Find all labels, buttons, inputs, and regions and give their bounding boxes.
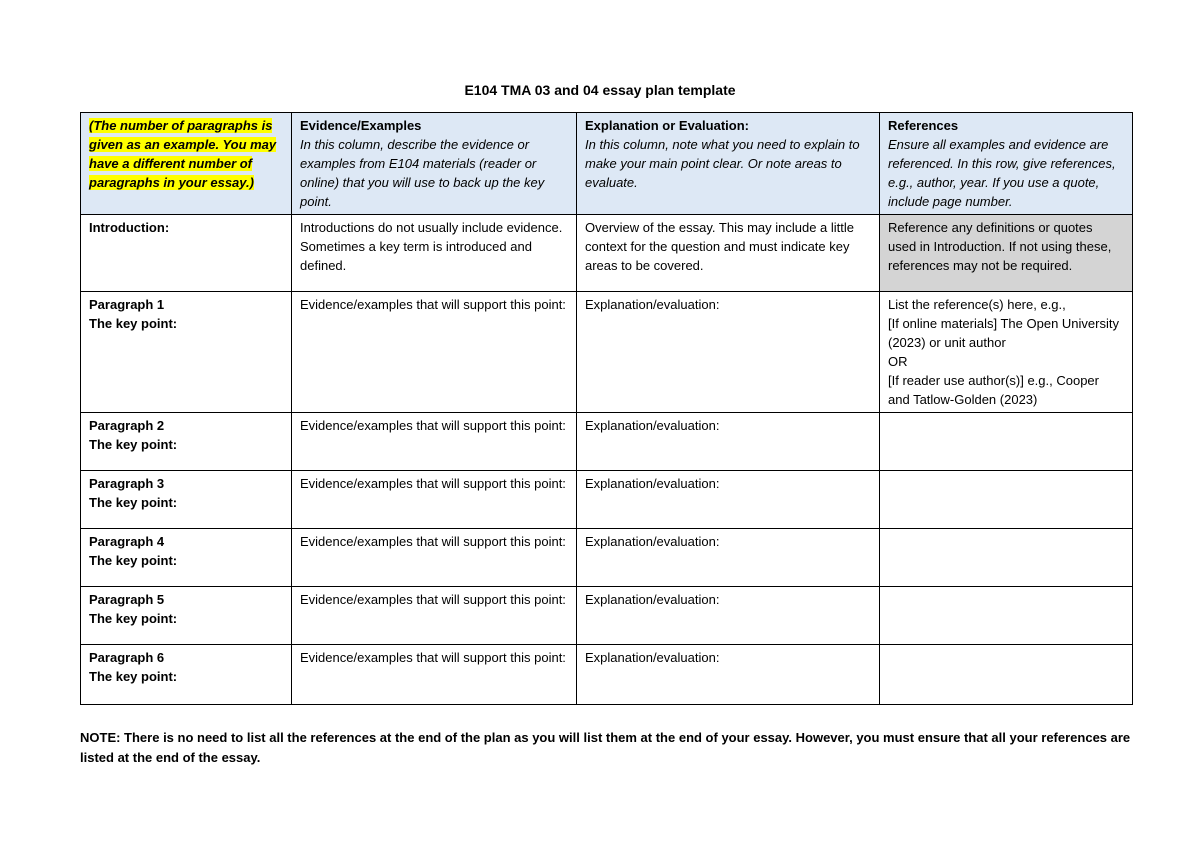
paragraph-references-cell [880,529,1133,587]
header-note-cell [81,113,292,215]
evidence-column-desc: In this column, describe the evidence or examples from E104 materials (reader or online) that you will use to back up the key point. [300,137,545,209]
paragraph-evidence-cell [292,529,577,587]
reference-line: List the reference(s) here, e.g., [888,297,1066,312]
paragraph-row [81,292,1133,413]
paragraph-evidence-text: Evidence/examples that will support this point: [300,534,566,549]
paragraph-explanation-cell [577,471,880,529]
paragraph-label-cell [81,292,292,413]
paragraph-explanation-text: Explanation/evaluation: [585,297,720,312]
paragraph-label-cell [81,529,292,587]
paragraph-label: Paragraph 5 [89,592,165,607]
paragraph-label: Paragraph 6 [89,650,165,665]
paragraph-references-cell [880,413,1133,471]
paragraph-label-cell [81,645,292,705]
introduction-references-cell [880,215,1133,292]
paragraph-label: Paragraph 1 [89,297,165,312]
paragraph-evidence-cell [292,645,577,705]
paragraph-label-cell [81,413,292,471]
paragraph-evidence-text: Evidence/examples that will support this point: [300,476,566,491]
introduction-references-text: Reference any definitions or quotes used in Introduction. If not using these, references may not be required. [888,220,1112,273]
key-point-label: The key point: [89,437,178,452]
introduction-explanation-cell [577,215,880,292]
paragraph-evidence-text: Evidence/examples that will support this point: [300,650,566,665]
paragraph-references-cell [880,292,1133,413]
reference-line: [If reader use author(s)] e.g., Cooper and Tatlow-Golden (2023) [888,373,1099,407]
introduction-label: Introduction: [89,220,170,235]
paragraph-references-cell [880,645,1133,705]
references-note: NOTE: There is no need to list all the references at the end of the plan as you will list them at the end of your essay. However, you must ensure that all your references are listed at the end of the essay. [80,730,1131,765]
paragraph-explanation-text: Explanation/evaluation: [585,418,720,433]
introduction-evidence-cell [292,215,577,292]
header-row [81,113,1133,215]
key-point-label: The key point: [89,495,178,510]
paragraph-explanation-cell [577,645,880,705]
paragraph-row [81,645,1133,705]
paragraph-evidence-cell [292,471,577,529]
paragraph-label-cell [81,471,292,529]
paragraph-explanation-text: Explanation/evaluation: [585,534,720,549]
paragraph-explanation-text: Explanation/evaluation: [585,650,720,665]
paragraph-row [81,471,1133,529]
paragraph-references-cell [880,587,1133,645]
header-evidence-cell [292,113,577,215]
key-point-label: The key point: [89,553,178,568]
introduction-label-cell [81,215,292,292]
introduction-explanation-text: Overview of the essay. This may include a little context for the question and must indicate key areas to be covered. [585,220,855,273]
paragraph-explanation-cell [577,413,880,471]
paragraph-label: Paragraph 2 [89,418,165,433]
reference-line: [If online materials] The Open University (2023) or unit author [888,316,1119,350]
paragraph-evidence-cell [292,413,577,471]
paragraph-explanation-cell [577,292,880,413]
explanation-column-desc: In this column, note what you need to explain to make your main point clear. Or note areas to evaluate. [585,137,860,190]
evidence-column-title: Evidence/Examples [300,118,422,133]
key-point-label: The key point: [89,316,178,331]
paragraph-label-cell [81,587,292,645]
paragraph-evidence-cell [292,292,577,413]
paragraph-label: Paragraph 4 [89,534,165,549]
paragraph-row [81,413,1133,471]
paragraph-references-cell [880,471,1133,529]
paragraph-count-note: (The number of paragraphs is given as an example. You may have a different number of paragraphs in your essay.) [89,118,277,190]
introduction-evidence-text: Introductions do not usually include evidence. Sometimes a key term is introduced and defined. [300,220,563,273]
page-title: E104 TMA 03 and 04 essay plan template [464,82,736,98]
reference-line: OR [888,354,908,369]
paragraph-evidence-text: Evidence/examples that will support this point: [300,297,566,312]
key-point-label: The key point: [89,611,178,626]
paragraph-explanation-text: Explanation/evaluation: [585,592,720,607]
paragraph-explanation-cell [577,529,880,587]
header-references-cell [880,113,1133,215]
explanation-column-title: Explanation or Evaluation: [585,118,749,133]
paragraph-row [81,529,1133,587]
paragraph-explanation-cell [577,587,880,645]
paragraph-evidence-text: Evidence/examples that will support this point: [300,418,566,433]
references-column-title: References [888,118,959,133]
references-column-desc: Ensure all examples and evidence are referenced. In this row, give references, e.g., author, year. If you use a quote, include page number. [888,137,1116,209]
essay-plan-table [80,112,1133,705]
paragraph-label: Paragraph 3 [89,476,165,491]
paragraph-explanation-text: Explanation/evaluation: [585,476,720,491]
header-explanation-cell [577,113,880,215]
paragraph-evidence-text: Evidence/examples that will support this point: [300,592,566,607]
paragraph-row [81,587,1133,645]
introduction-row [81,215,1133,292]
paragraph-evidence-cell [292,587,577,645]
key-point-label: The key point: [89,669,178,684]
